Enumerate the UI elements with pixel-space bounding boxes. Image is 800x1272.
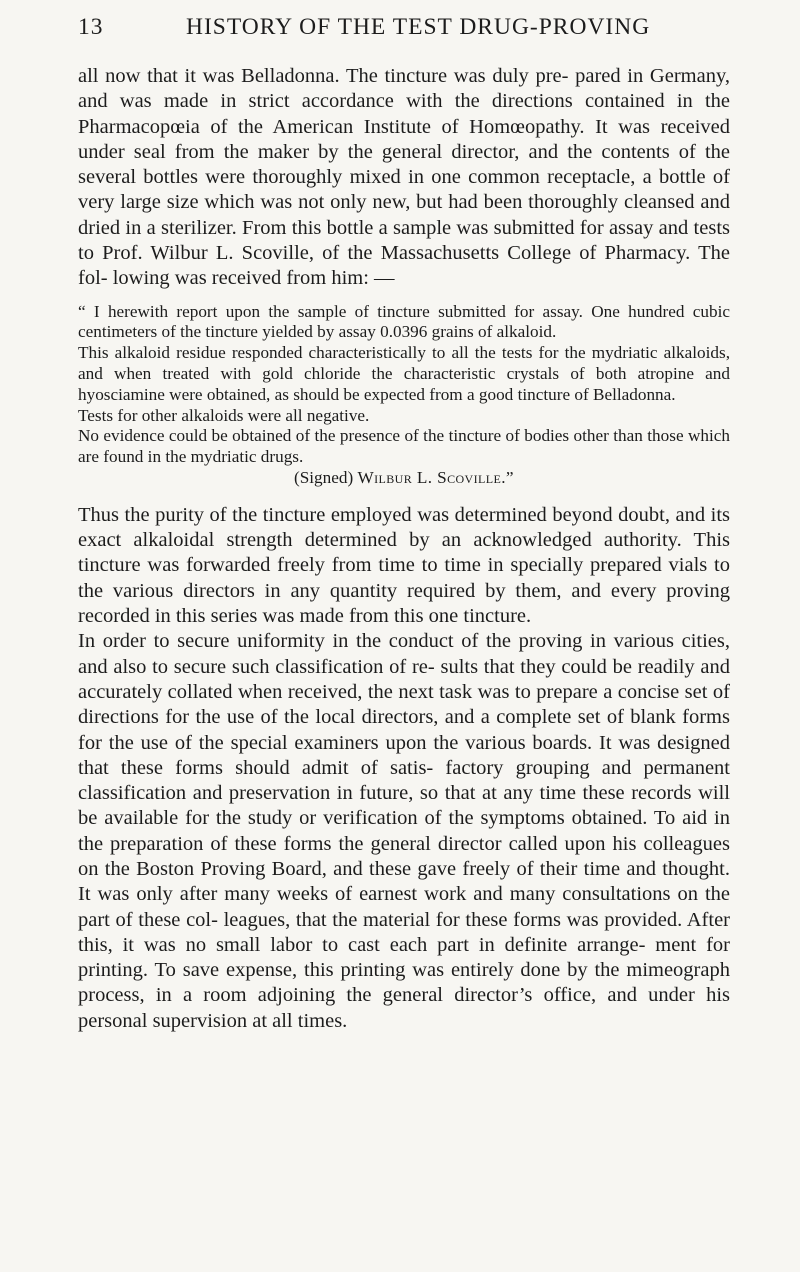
paragraph-two: Thus the purity of the tincture employed was determined beyond doubt, and its exact alkaloidal strength determined by an acknowledged authority. This tincture was forwarded freely from time to time in specially prepared vials to the various directors in any quantity required by them, and every proving recorded in this series was made from this one tincture. xyxy=(78,503,730,628)
quote-paragraph-3: Tests for other alkaloids were all negative. xyxy=(78,405,370,425)
quote-paragraph-1: “ I herewith report upon the sample of tincture submitted for assay. One hundred cubic centimeters of the tincture yielded by assay 0.0396 grains of alkaloid. xyxy=(78,301,730,342)
opening-paragraph: all now that it was Belladonna. The tincture was duly pre- pared in Germany, and was made in strict accordance with the directions contained in the Pharmacopœia of the American Institute of Homœopathy. It was received under seal from the maker by the general director, and the contents of the several bottles were thoroughly mixed in one common receptacle, a bottle of very large size which was not only new, but had been thoroughly cleansed and dried in a sterilizer. From this bottle a sample was submitted for assay and tests to Prof. Wilbur L. Scoville, of the Massachusetts College of Pharmacy. The fol- lowing was received from him: — xyxy=(78,65,730,290)
signed-name: Wilbur L. Scoville.” xyxy=(357,468,514,488)
assay-report-quote xyxy=(78,302,730,489)
paragraph-three: In order to secure uniformity in the conduct of the proving in various cities, and also to secure such classification of re- sults that they could be readily and accurately collated when received, the next task was to prepare a concise set of directions for the use of the local directors, and a complete set of blank forms for the use of the special examiners upon the various boards. It was designed that these forms should admit of satis- factory grouping and permanent classification and preservation in future, so that at any time these records will be available for the study or verification of the symptoms obtained. To aid in the preparation of these forms the general director called upon his colleagues on the Boston Proving Board, and these gave freely of their time and thought. It was only after many weeks of earnest work and many consultations on the part of these col- leagues, that the material for these forms was provided. After this, it was no small labor to cast each part in definite arrange- ment for printing. To save expense, this printing was entirely done by the mimeograph process, in a room adjoining the general director’s office, and under his personal supervision at all times. xyxy=(78,630,730,1032)
page-number: 13 xyxy=(78,14,104,40)
quote-signature xyxy=(78,468,730,489)
book-page xyxy=(78,14,730,1034)
signed-prefix: (Signed) xyxy=(294,468,354,488)
quote-paragraph-2: This alkaloid residue responded characteristically to all the tests for the mydriatic alkaloids, and when treated with gold chloride the characteristic crystals of both atropine and hyosciamine were obtained, as should be expected from a good tincture of Belladonna. xyxy=(78,343,730,404)
quote-paragraph-4: No evidence could be obtained of the presence of the tincture of bodies other than those which are found in the mydriatic drugs. xyxy=(78,426,730,467)
running-head xyxy=(78,14,730,64)
running-title: HISTORY OF THE TEST DRUG-PROVING xyxy=(186,14,651,40)
